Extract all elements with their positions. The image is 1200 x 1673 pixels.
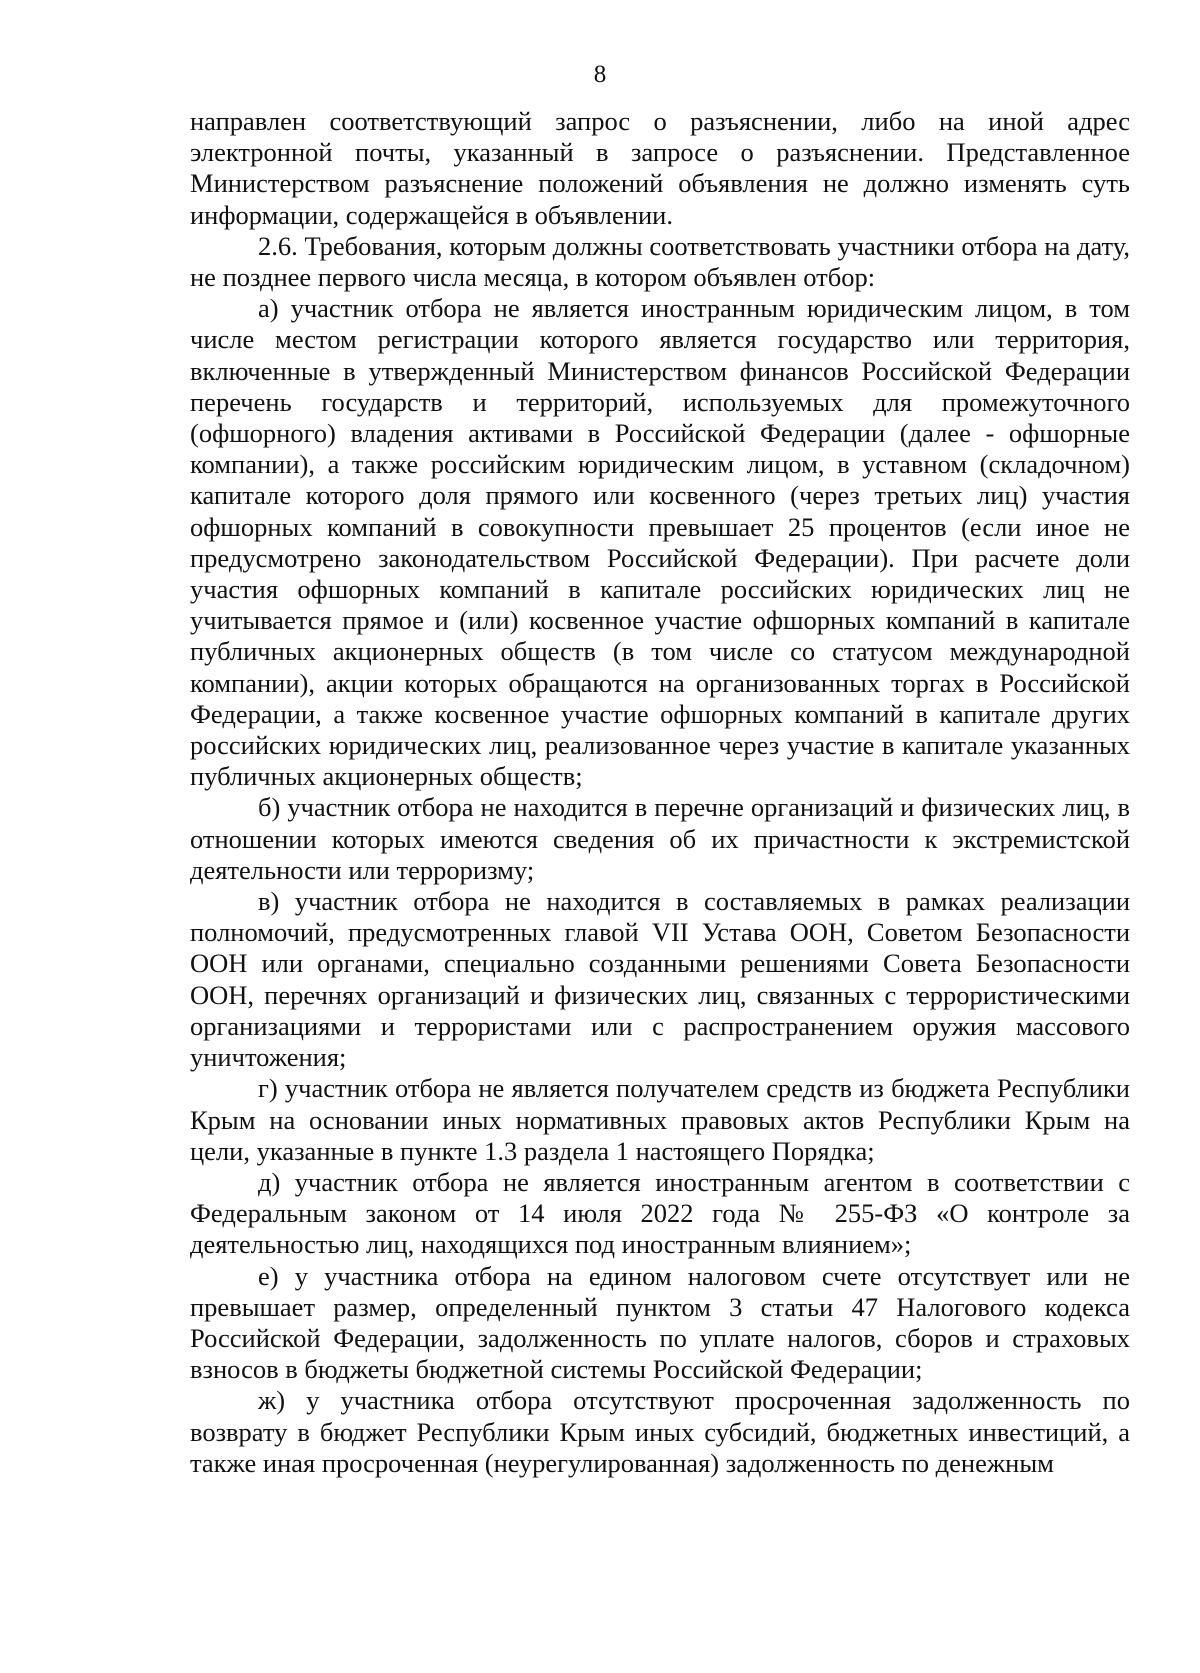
page-number: 8 xyxy=(593,61,607,88)
paragraph-item-g: г) участник отбора не является получателем средств из бюджета Республики Крым на основании иных нормативных правовых актов Республики Крым на цели, указанные в пункте 1.3 раздела 1 настоящего Порядка; xyxy=(190,1073,1130,1166)
document-body xyxy=(190,106,1130,1479)
paragraph-item-e: е) у участника отбора на едином налоговом счете отсутствует или не превышает размер, определенный пунктом 3 статьи 47 Налогового кодекса Российской Федерации, задолженность по уплате налогов, сборов и страховых взносов в бюджеты бюджетной системы Российской Федерации; xyxy=(190,1260,1130,1385)
paragraph-item-zh: ж) у участника отбора отсутствуют просроченная задолженность по возврату в бюджет Республики Крым иных субсидий, бюджетных инвестиций, а также иная просроченная (неурегулированная) задолженность по денежным xyxy=(190,1385,1130,1478)
paragraph-continuation: направлен соответствующий запрос о разъяснении, либо на иной адрес электронной почты, указанный в запросе о разъяснении. Представленное Министерством разъяснение положений объявления не должно изменять суть информации, содержащейся в объявлении. xyxy=(190,106,1130,230)
paragraph-item-v: в) участник отбора не находится в составляемых в рамках реализации полномочий, предусмотренных главой VII Устава ООН, Советом Безопасности ООН или органами, специально созданными решениями Совета Безопасности ООН, перечнях организаций и физических лиц, связанных с террористическими организациями и террористами или с распространением оружия массового уничтожения; xyxy=(190,886,1130,1073)
paragraph-item-b: б) участник отбора не находится в перечне организаций и физических лиц, в отношении которых имеются сведения об их причастности к экстремистской деятельности или терроризму; xyxy=(190,792,1130,885)
paragraph-2-6: 2.6. Требования, которым должны соответствовать участники отбора на дату, не позднее первого числа месяца, в котором объявлен отбор: xyxy=(190,230,1130,293)
paragraph-item-d: д) участник отбора не является иностранным агентом в соответствии с Федеральным законом от 14 июля 2022 года № 255-ФЗ «О контроле за деятельностью лиц, находящихся под иностранным влиянием»; xyxy=(190,1166,1130,1260)
paragraph-item-a: а) участник отбора не является иностранным юридическим лицом, в том числе местом регистрации которого является государство или территория, включенные в утвержденный Министерством финансов Российской Федерации перечень государств и территорий, используемых для промежуточного (офшорного) владения активами в Российской Федерации (далее - офшорные компании), а также российским юридическим лицом, в уставном (складочном) капитале которого доля прямого или косвенного (через третьих лиц) участия офшорных компаний в совокупности превышает 25 процентов (если иное не предусмотрено законодательством Российской Федерации). При расчете доли участия офшорных компаний в капитале российских юридических лиц не учитывается прямое и (или) косвенное участие офшорных компаний в капитале публичных акционерных обществ (в том числе со статусом международной компании), акции которых обращаются на организованных торгах в Российской Федерации, а также косвенное участие офшорных компаний в капитале других российских юридических лиц, реализованное через участие в капитале указанных публичных акционерных обществ; xyxy=(190,293,1130,792)
